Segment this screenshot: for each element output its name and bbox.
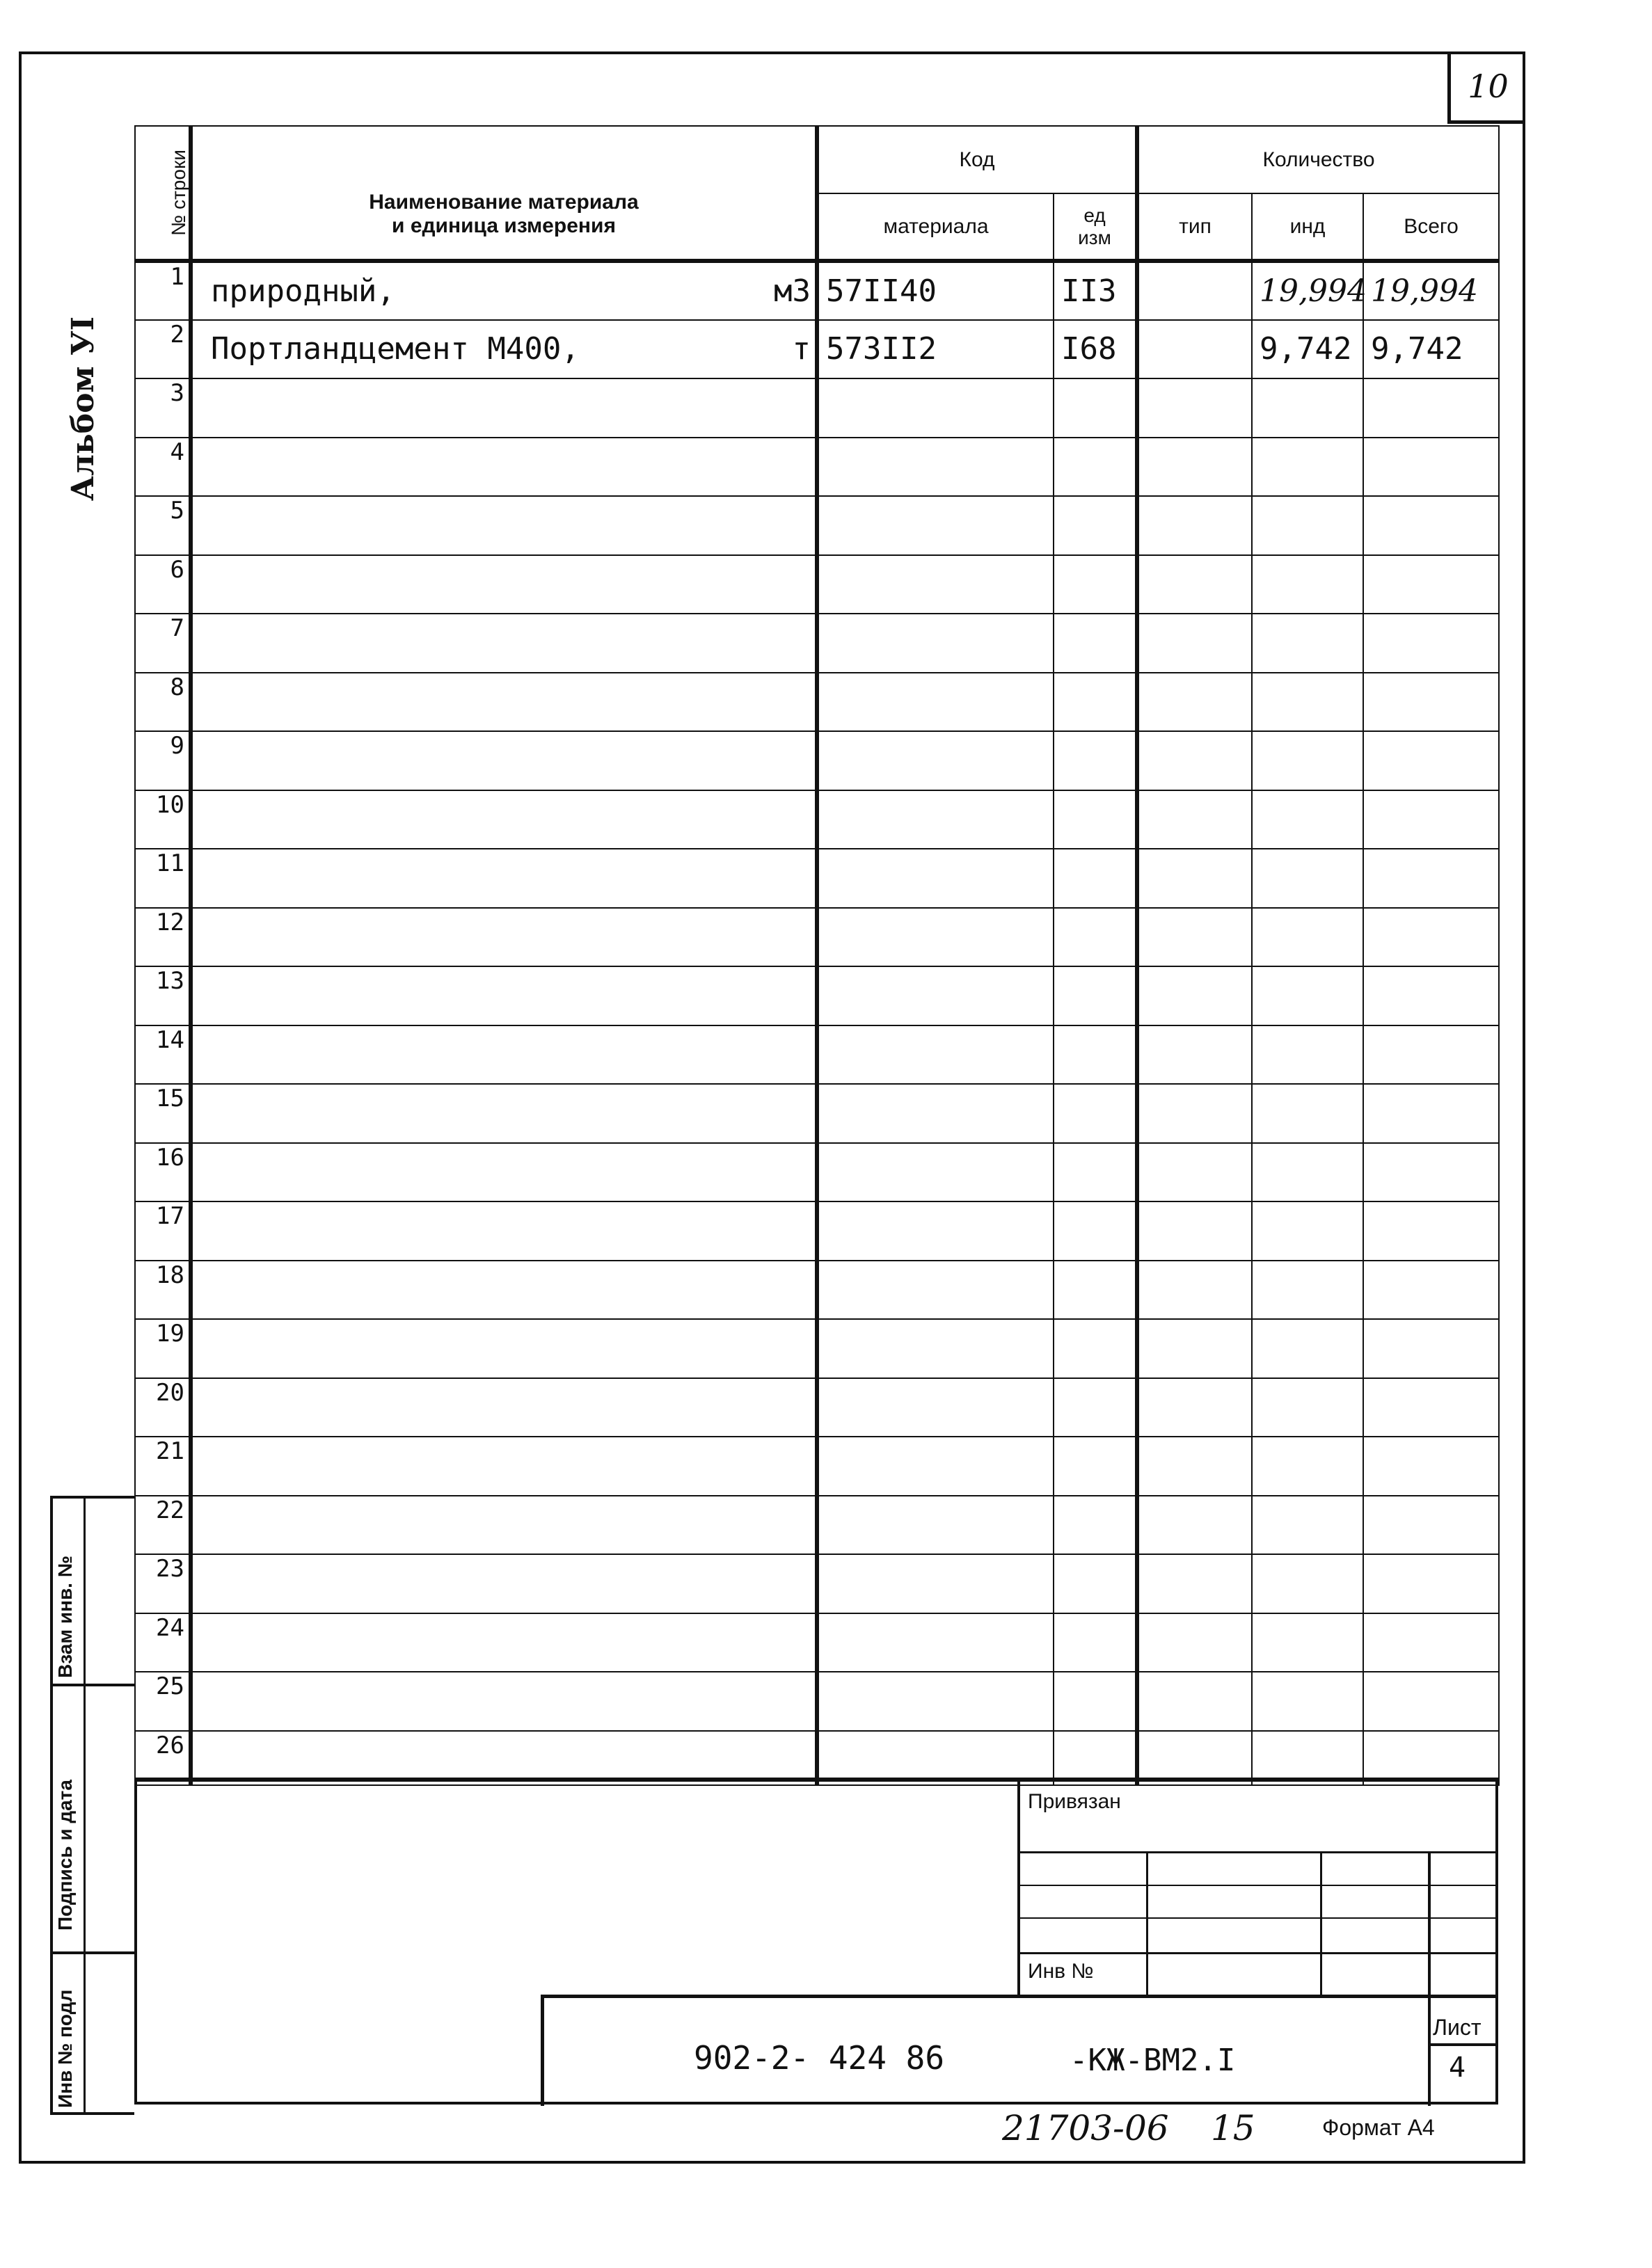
material-code [817, 1378, 1054, 1437]
table-row [135, 1554, 1499, 1613]
row-number: 17 [135, 1201, 191, 1261]
qty-ind [1252, 1025, 1363, 1085]
table-row [135, 438, 1499, 497]
row-number: 5 [135, 496, 191, 555]
row-number: 18 [135, 1261, 191, 1320]
qty-ind [1252, 1261, 1363, 1320]
header-code-material: материала [817, 193, 1054, 261]
material-name [191, 1613, 817, 1672]
qty-type [1137, 849, 1252, 908]
material-name [191, 438, 817, 497]
material-code [817, 378, 1054, 438]
qty-type [1137, 1261, 1252, 1320]
qty-type [1137, 1554, 1252, 1613]
qty-total [1363, 496, 1499, 555]
qty-total [1363, 555, 1499, 614]
unit-code [1054, 849, 1137, 908]
qty-type [1137, 790, 1252, 849]
material-name [191, 790, 817, 849]
material-name [191, 1672, 817, 1731]
table-row [135, 673, 1499, 732]
qty-total [1363, 378, 1499, 438]
material-name [191, 849, 817, 908]
row-number: 23 [135, 1554, 191, 1613]
header-code: Код [817, 126, 1137, 193]
qty-type [1137, 1319, 1252, 1378]
qty-ind [1252, 731, 1363, 790]
material-name [191, 320, 817, 379]
designation-right: -КЖ-ВМ2.I [1070, 2043, 1236, 2078]
material-name [191, 731, 817, 790]
material-name [191, 1201, 817, 1261]
album-label: Альбом УI [65, 316, 101, 501]
header-qty-type: тип [1137, 193, 1252, 261]
material-name [191, 378, 817, 438]
material-code [817, 1261, 1054, 1320]
qty-total [1363, 1731, 1499, 1785]
unit-code [1054, 966, 1137, 1025]
qty-ind [1252, 1143, 1363, 1202]
qty-total [1363, 1672, 1499, 1731]
qty-ind [1252, 908, 1363, 967]
row-number: 20 [135, 1378, 191, 1437]
material-name [191, 1084, 817, 1143]
table-row [135, 1143, 1499, 1202]
row-number: 11 [135, 849, 191, 908]
row-number: 12 [135, 908, 191, 967]
material-code: 573II2 [817, 320, 1054, 379]
table-row [135, 555, 1499, 614]
material-name [191, 1261, 817, 1320]
material-name [191, 1378, 817, 1437]
qty-ind [1252, 614, 1363, 673]
material-name-text: Портландцемент М400, [211, 331, 580, 367]
table-row [135, 1496, 1499, 1555]
unit-code [1054, 1731, 1137, 1785]
designation-left: 902-2- 424 86 [694, 2039, 945, 2077]
header-name: Наименование материала и единица измерения [191, 126, 817, 261]
qty-ind [1252, 438, 1363, 497]
unit-code [1054, 1143, 1137, 1202]
material-name [191, 908, 817, 967]
qty-type [1137, 908, 1252, 967]
qty-ind [1252, 790, 1363, 849]
material-code [817, 966, 1054, 1025]
qty-type [1137, 1613, 1252, 1672]
header-row-no: № строки [135, 126, 191, 261]
title-block [134, 1778, 1498, 2105]
unit-code [1054, 1554, 1137, 1613]
qty-ind [1252, 555, 1363, 614]
qty-ind [1252, 378, 1363, 438]
material-code [817, 1143, 1054, 1202]
material-name [191, 673, 817, 732]
table-row [135, 966, 1499, 1025]
stamp-inv-podl: Инв № подл [54, 1989, 76, 2108]
qty-ind [1252, 966, 1363, 1025]
qty-total: 9,742 [1363, 320, 1499, 379]
material-code [817, 555, 1054, 614]
row-number: 24 [135, 1613, 191, 1672]
unit-code [1054, 496, 1137, 555]
qty-ind [1252, 1437, 1363, 1496]
table-row [135, 1201, 1499, 1261]
measure-unit: т [792, 331, 811, 367]
material-code [817, 1084, 1054, 1143]
header-qty-ind: инд [1252, 193, 1363, 261]
qty-total: 19,994 [1363, 261, 1499, 320]
material-code [817, 1731, 1054, 1785]
qty-type [1137, 1084, 1252, 1143]
row-number: 26 [135, 1731, 191, 1785]
material-name [191, 555, 817, 614]
row-number: 22 [135, 1496, 191, 1555]
qty-type [1137, 555, 1252, 614]
qty-type [1137, 1201, 1252, 1261]
material-code [817, 1319, 1054, 1378]
qty-ind [1252, 1554, 1363, 1613]
qty-ind [1252, 1201, 1363, 1261]
inv-no-label: Инв № [1028, 1960, 1094, 1983]
qty-type [1137, 1025, 1252, 1085]
material-code [817, 1672, 1054, 1731]
qty-total [1363, 1613, 1499, 1672]
qty-ind [1252, 849, 1363, 908]
unit-code [1054, 673, 1137, 732]
qty-ind: 19,994 [1252, 261, 1363, 320]
row-number: 8 [135, 673, 191, 732]
material-name [191, 261, 817, 320]
material-code [817, 908, 1054, 967]
qty-type [1137, 1731, 1252, 1785]
qty-type [1137, 614, 1252, 673]
table-row [135, 1378, 1499, 1437]
table-row [135, 261, 1499, 320]
qty-total [1363, 614, 1499, 673]
page-number: 10 [1447, 51, 1525, 124]
stamp-podpis: Подпись и дата [54, 1780, 76, 1931]
side-stamp [50, 1496, 134, 2115]
material-code [817, 849, 1054, 908]
material-name [191, 1496, 817, 1555]
qty-total [1363, 1025, 1499, 1085]
unit-code [1054, 1378, 1137, 1437]
qty-ind: 9,742 [1252, 320, 1363, 379]
row-number: 16 [135, 1143, 191, 1202]
table-row [135, 1731, 1499, 1785]
qty-total [1363, 438, 1499, 497]
qty-type [1137, 1378, 1252, 1437]
table-row [135, 378, 1499, 438]
header-code-unit: ед изм [1054, 193, 1137, 261]
table-row [135, 790, 1499, 849]
qty-ind [1252, 1731, 1363, 1785]
unit-code [1054, 790, 1137, 849]
unit-code [1054, 1025, 1137, 1085]
table-row [135, 320, 1499, 379]
qty-type [1137, 1496, 1252, 1555]
material-name-text: природный, [211, 273, 395, 309]
material-code [817, 438, 1054, 497]
table-row [135, 1672, 1499, 1731]
unit-code [1054, 1672, 1137, 1731]
material-code [817, 1201, 1054, 1261]
material-name [191, 1143, 817, 1202]
footer-format: Формат А4 [1322, 2115, 1435, 2140]
qty-type [1137, 1437, 1252, 1496]
unit-code [1054, 1319, 1137, 1378]
qty-total [1363, 790, 1499, 849]
footer-handwritten: 21703-06 [1002, 2108, 1169, 2148]
unit-code [1054, 1201, 1137, 1261]
qty-ind [1252, 1084, 1363, 1143]
table-row [135, 1025, 1499, 1085]
qty-total [1363, 673, 1499, 732]
table-row [135, 908, 1499, 967]
qty-ind [1252, 1378, 1363, 1437]
table-body [135, 261, 1499, 1785]
qty-total [1363, 1261, 1499, 1320]
row-number: 4 [135, 438, 191, 497]
qty-total [1363, 731, 1499, 790]
qty-type [1137, 320, 1252, 379]
row-number: 6 [135, 555, 191, 614]
unit-code [1054, 908, 1137, 967]
table-row [135, 849, 1499, 908]
material-name [191, 1554, 817, 1613]
qty-ind [1252, 1613, 1363, 1672]
row-number: 21 [135, 1437, 191, 1496]
qty-total [1363, 849, 1499, 908]
stamp-vzam: Взам инв. № [54, 1556, 76, 1678]
table-row [135, 1437, 1499, 1496]
material-code [817, 1613, 1054, 1672]
table-row [135, 1084, 1499, 1143]
material-code [817, 673, 1054, 732]
unit-code [1054, 438, 1137, 497]
qty-type [1137, 1672, 1252, 1731]
material-code [817, 1554, 1054, 1613]
material-code [817, 1496, 1054, 1555]
qty-total [1363, 1554, 1499, 1613]
unit-code [1054, 731, 1137, 790]
qty-total [1363, 1084, 1499, 1143]
row-number: 9 [135, 731, 191, 790]
qty-total [1363, 1378, 1499, 1437]
unit-code [1054, 555, 1137, 614]
qty-ind [1252, 1672, 1363, 1731]
material-name [191, 496, 817, 555]
qty-total [1363, 1319, 1499, 1378]
row-number: 14 [135, 1025, 191, 1085]
unit-code [1054, 1496, 1137, 1555]
qty-total [1363, 1437, 1499, 1496]
unit-code: I68 [1054, 320, 1137, 379]
privyazan-label: Привязан [1028, 1790, 1121, 1813]
qty-ind [1252, 1319, 1363, 1378]
header-qty-total: Всего [1363, 193, 1499, 261]
qty-type [1137, 496, 1252, 555]
table-row [135, 1261, 1499, 1320]
row-number: 3 [135, 378, 191, 438]
material-code [817, 496, 1054, 555]
qty-type [1137, 378, 1252, 438]
row-number: 13 [135, 966, 191, 1025]
qty-type [1137, 261, 1252, 320]
table-row [135, 1319, 1499, 1378]
qty-total [1363, 1201, 1499, 1261]
unit-code: II3 [1054, 261, 1137, 320]
material-name [191, 1437, 817, 1496]
material-code [817, 790, 1054, 849]
material-code [817, 1025, 1054, 1085]
table-row [135, 731, 1499, 790]
material-name [191, 614, 817, 673]
footer-number: 15 [1211, 2108, 1255, 2148]
unit-code [1054, 614, 1137, 673]
unit-code [1054, 1261, 1137, 1320]
row-number: 25 [135, 1672, 191, 1731]
table-row [135, 614, 1499, 673]
material-name [191, 1731, 817, 1785]
material-name [191, 1319, 817, 1378]
material-code: 57II40 [817, 261, 1054, 320]
material-name [191, 966, 817, 1025]
material-code [817, 614, 1054, 673]
materials-table [134, 125, 1500, 1786]
qty-total [1363, 908, 1499, 967]
qty-type [1137, 673, 1252, 732]
material-code [817, 731, 1054, 790]
row-number: 2 [135, 320, 191, 379]
table-row [135, 1613, 1499, 1672]
unit-code [1054, 1613, 1137, 1672]
row-number: 10 [135, 790, 191, 849]
qty-type [1137, 731, 1252, 790]
unit-code [1054, 1084, 1137, 1143]
header-quantity: Количество [1137, 126, 1499, 193]
material-code [817, 1437, 1054, 1496]
row-number: 19 [135, 1319, 191, 1378]
qty-total [1363, 966, 1499, 1025]
sheet-number: 4 [1449, 2052, 1466, 2084]
measure-unit: м3 [774, 273, 811, 309]
row-number: 15 [135, 1084, 191, 1143]
row-number: 1 [135, 261, 191, 320]
sheet-label: Лист [1433, 2015, 1482, 2040]
qty-ind [1252, 673, 1363, 732]
qty-total [1363, 1143, 1499, 1202]
table-row [135, 496, 1499, 555]
material-name [191, 1025, 817, 1085]
qty-type [1137, 966, 1252, 1025]
qty-total [1363, 1496, 1499, 1555]
qty-type [1137, 1143, 1252, 1202]
unit-code [1054, 378, 1137, 438]
qty-ind [1252, 1496, 1363, 1555]
qty-type [1137, 438, 1252, 497]
unit-code [1054, 1437, 1137, 1496]
qty-ind [1252, 496, 1363, 555]
row-number: 7 [135, 614, 191, 673]
